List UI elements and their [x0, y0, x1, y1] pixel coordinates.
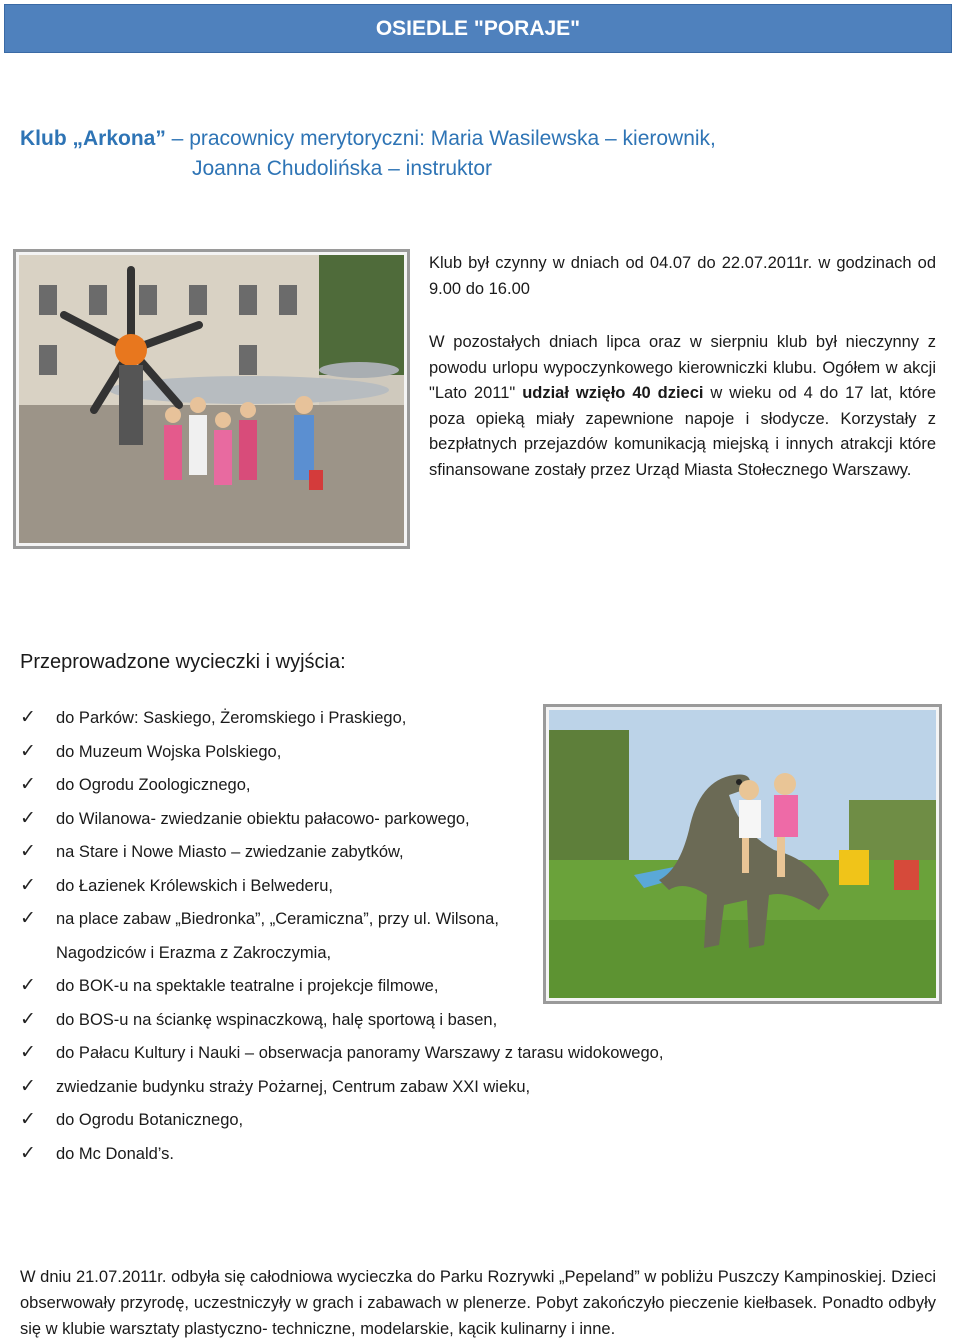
- list-item: [20, 1072, 663, 1106]
- intro-hours-text: Klub był czynny w dniach od 04.07 do 22.07.2011r. w godzinach od 9.00 do 16.00: [429, 254, 936, 298]
- trips-title: Przeprowadzone wycieczki i wyjścia:: [20, 651, 346, 673]
- intro-summary-bold: udział wzięło 40 dzieci: [522, 384, 704, 402]
- trip-item-text: Nagodziców i Erazma z Zakroczymia,: [56, 943, 332, 962]
- intro-summary-text-a: W pozostałych dniach lipca oraz w sierpniu klub był nieczynny z powodu urlopu wypoczynkowego kierowniczki klubu. Ogółem w akcji "Lato 2011": [429, 333, 936, 402]
- trip-item-text: do Mc Donald’s.: [56, 1144, 175, 1163]
- checkmark-icon: ✓: [20, 1142, 36, 1164]
- checkmark-icon: ✓: [20, 707, 36, 728]
- trip-item-text: do Ogrodu Botanicznego,: [56, 1111, 244, 1129]
- outro-text: W dniu 21.07.2011r. odbyła się całodniowa wycieczka do Parku Rozrywki „Pepeland” w pobliżu Puszczy Kampinoskiej. Dzieci obserwowały przyrodę, uczestniczyły w grach i zabawach w plenerze. Pobyt zakończyło pieczenie kiełbasek. Ponadto odbyły się w klubie warsztaty plastyczno- techniczne, modelarskie, kącik kulinarny i inne.: [20, 1268, 936, 1338]
- checkmark-icon: ✓: [20, 1075, 36, 1097]
- intro-summary-text-b: w wieku od 4 do 17 lat, które poza opieką miały zapewnione napoje i słodycze. Korzystały z bezpłatnych przejazdów komunikacją miejską i innych atrakcji które sfinansowane zostały przez Urząd Miasta Stołecznego Warszawy.: [429, 384, 936, 479]
- intro-summary: [429, 330, 936, 483]
- trip-item-text: do Łazienek Królewskich i Belwederu,: [56, 876, 333, 895]
- checkmark-icon: ✓: [20, 975, 36, 996]
- club-name: Klub „Arkona”: [20, 127, 166, 150]
- checkmark-icon: ✓: [20, 1042, 36, 1063]
- club-heading: [20, 124, 920, 184]
- trip-item-text: na place zabaw „Biedronka”, „Ceramiczna”, przy ul. Wilsona,: [56, 910, 499, 928]
- list-item: [20, 1038, 663, 1072]
- banner-title: OSIEDLE "PORAJE": [375, 16, 581, 40]
- museum-aircraft-illustration: [19, 255, 404, 543]
- checkmark-icon: ✓: [20, 740, 36, 762]
- trip-item-text: do BOS-u na ściankę wspinaczkową, halę sportową i basen,: [56, 1010, 498, 1029]
- trip-item-text: do Ogrodu Zoologicznego,: [56, 776, 251, 794]
- trip-item-text: do Wilanowa- zwiedzanie obiektu pałacowo- parkowego,: [56, 809, 470, 828]
- list-item: [20, 1139, 663, 1173]
- trip-item-text: do Parków: Saskiego, Żeromskiego i Praskiego,: [56, 709, 407, 727]
- trip-item-text: do Muzeum Wojska Polskiego,: [56, 742, 282, 761]
- page-banner: [4, 4, 952, 53]
- checkmark-icon: ✓: [20, 1008, 36, 1030]
- list-item: [20, 1105, 663, 1139]
- checkmark-icon: ✓: [20, 1109, 36, 1130]
- checkmark-icon: ✓: [20, 874, 36, 896]
- checkmark-icon: ✓: [20, 774, 36, 795]
- museum-aircraft-photo: [13, 249, 410, 549]
- checkmark-icon: ✓: [20, 807, 36, 829]
- outro-paragraph: [20, 1264, 936, 1342]
- trip-item-text: do Pałacu Kultury i Nauki – obserwacja panoramy Warszawy z tarasu widokowego,: [56, 1044, 664, 1062]
- dinosaur-playground-photo: [543, 704, 942, 1004]
- trip-item-text: na Stare i Nowe Miasto – zwiedzanie zabytków,: [56, 843, 404, 861]
- list-item: [20, 1005, 663, 1039]
- staff-line-1: – pracownicy merytoryczni: Maria Wasilewska – kierownik,: [165, 127, 716, 150]
- dinosaur-playground-illustration: [549, 710, 936, 998]
- checkmark-icon: ✓: [20, 841, 36, 862]
- trip-item-text: zwiedzanie budynku straży Pożarnej, Centrum zabaw XXI wieku,: [56, 1077, 531, 1096]
- staff-line-2: Joanna Chudolińska – instruktor: [192, 157, 493, 180]
- trip-item-text: do BOK-u na spektakle teatralne i projekcje filmowe,: [56, 977, 439, 995]
- checkmark-icon: ✓: [20, 908, 36, 929]
- intro-hours: [429, 251, 936, 302]
